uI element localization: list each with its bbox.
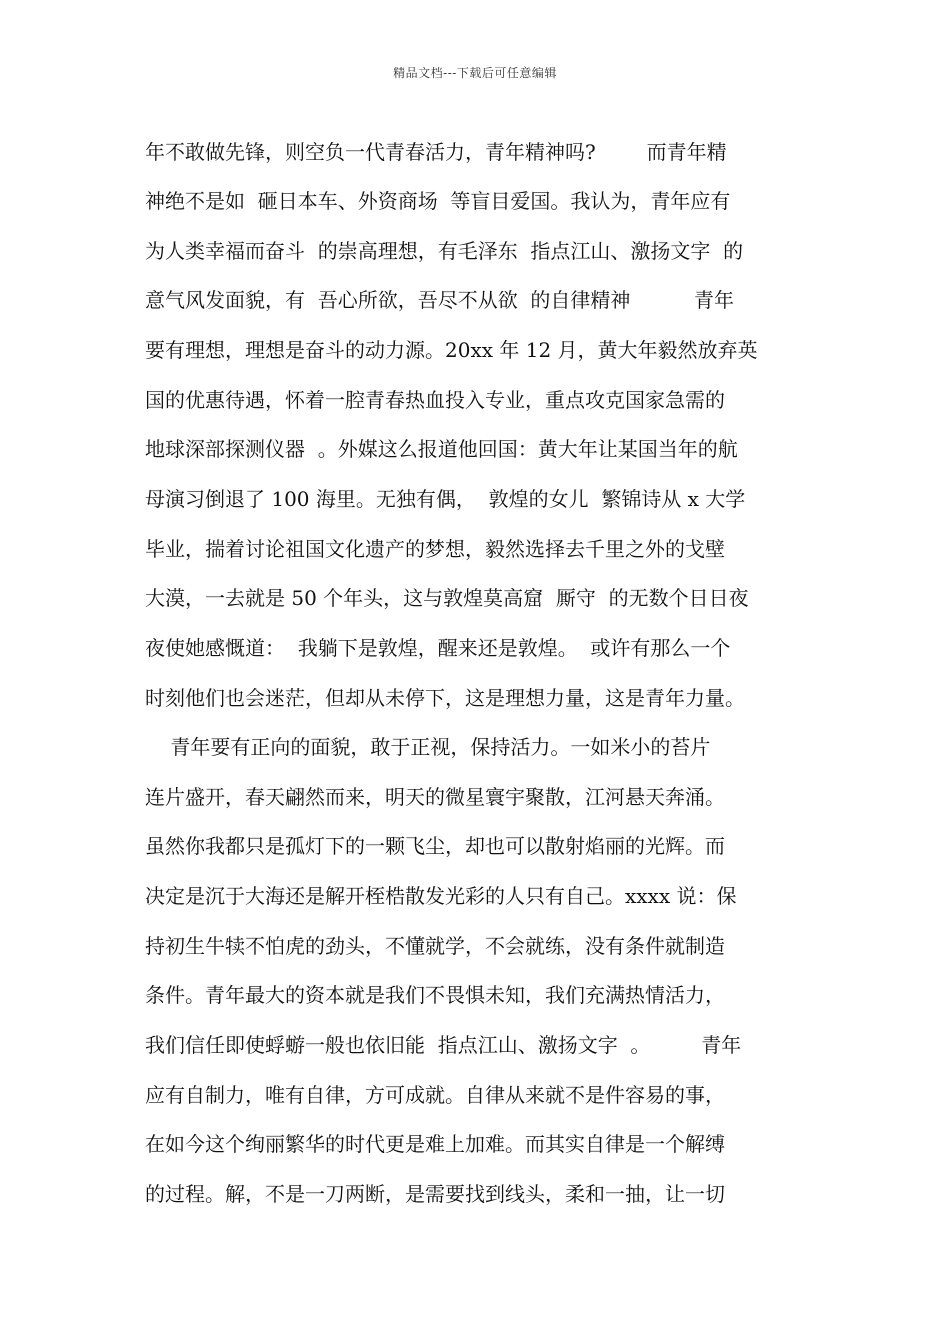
body-line: 母演习倒退了 100 海里。无独有偶， 敦煌的女儿 繁锦诗从 x 大学 (145, 487, 746, 511)
body-line: 为人类幸福而奋斗 的崇高理想，有毛泽东 指点江山、激扬文字 的 (145, 239, 744, 263)
body-line: 时刻他们也会迷茫，但却从未停下，这是理想力量，这是青年力量。 (145, 686, 745, 710)
body-line: 的过程。解，不是一刀两断，是需要找到线头，柔和一抽，让一切 (145, 1182, 725, 1206)
body-line: 连片盛开，春天翩然而来，明天的微星寰宇聚散，江河悬天奔涌。 (145, 785, 725, 809)
body-line: 在如今这个绚丽繁华的时代更是难上加难。而其实自律是一个解缚 (145, 1132, 725, 1156)
body-line: 决定是沉于大海还是解开桎梏散发光彩的人只有自己。xxxx 说：保 (145, 884, 737, 908)
body-line: 持初生牛犊不怕虎的劲头，不懂就学，不会就练，没有条件就制造 (145, 934, 725, 958)
body-line: 我们信任即使蜉蝣一般也依旧能 指点江山、激扬文字 。 青年 (145, 1033, 742, 1057)
body-line: 大漠，一去就是 50 个年头，这与敦煌莫高窟 厮守 的无数个日日夜 (145, 586, 749, 610)
body-line: 条件。青年最大的资本就是我们不畏惧未知，我们充满热情活力， (145, 983, 725, 1007)
body-line: 毕业，揣着讨论祖国文化遗产的梦想，毅然选择去千里之外的戈壁 (145, 537, 725, 561)
body-line: 应有自制力，唯有自律，方可成就。自律从来就不是件容易的事， (145, 1083, 725, 1107)
body-line: 年不敢做先锋，则空负一代青春活力，青年精神吗? 而青年精 (145, 140, 727, 164)
body-line: 神绝不是如 砸日本车、外资商场 等盲目爱国。我认为，青年应有 (145, 189, 731, 213)
body-line: 要有理想，理想是奋斗的动力源。20xx 年 12 月，黄大年毅然放弃英 (145, 338, 758, 362)
body-line: 意气风发面貌，有 吾心所欲，吾尽不从欲 的自律精神 青年 (145, 288, 735, 312)
body-line: 虽然你我都只是孤灯下的一颗飞尘，却也可以散射焰丽的光辉。而 (145, 834, 725, 858)
body-line: 国的优惠待遇，怀着一腔青春热血投入专业，重点攻克国家急需的 (145, 388, 725, 412)
body-line: 青年要有正向的面貌，敢于正视，保持活力。一如米小的苔片 (145, 735, 711, 759)
page-header: 精品文档---下载后可任意编辑 (393, 66, 557, 80)
body-line: 地球深部探测仪器 。外媒这么报道他回国：黄大年让某国当年的航 (145, 437, 738, 461)
body-line: 夜使她感慨道： 我躺下是敦煌，醒来还是敦煌。 或许有那么一个 (145, 636, 731, 660)
